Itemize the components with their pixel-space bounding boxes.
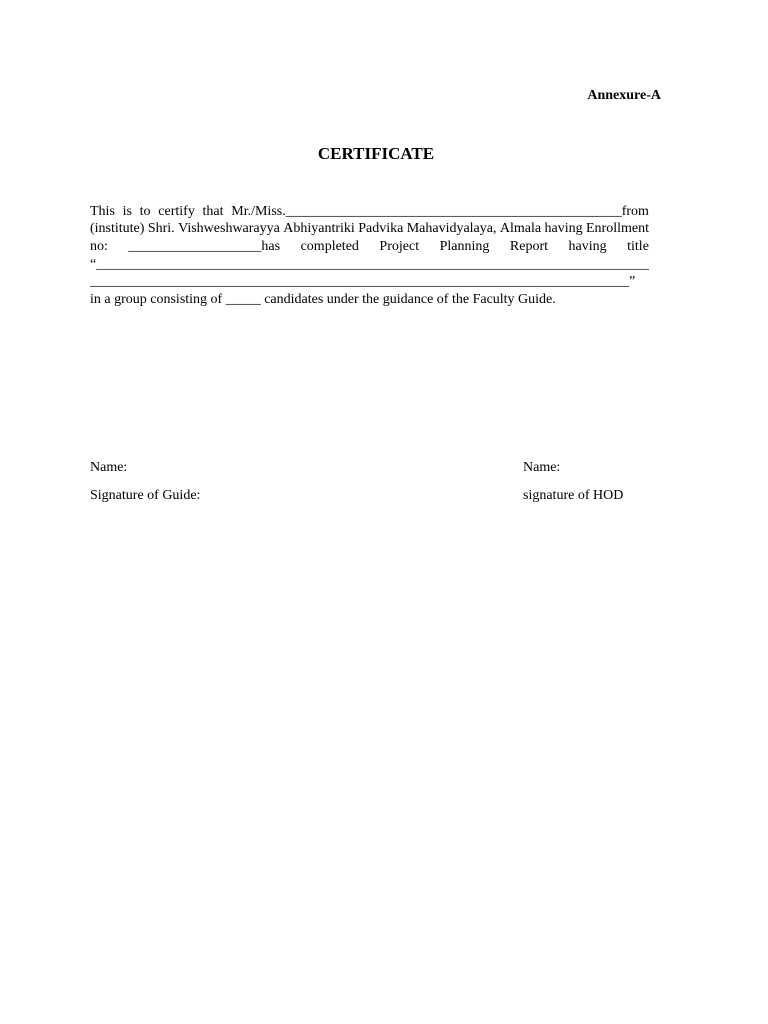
body-word: Vishweshwarayya [178,221,280,236]
body-line-2 [90,220,649,238]
body-word: no: [90,239,108,254]
guide-signature-label: Signature of Guide: [90,488,201,503]
body-word: Report [509,239,548,254]
body-word: Project [379,239,420,254]
body-word: to [139,204,151,219]
body-word: that [202,204,224,219]
group-guidance-line: in a group consisting of _____ candidates under the guidance of the Faculty Guide. [90,292,556,307]
body-word: Abhiyantriki [283,221,355,236]
body-line-1 [90,203,649,221]
body-word: completed [300,239,359,254]
annexure-label: Annexure-A [587,88,661,103]
hod-signature-label: signature of HOD [523,488,624,503]
body-line-3 [90,238,649,256]
guide-name-label: Name: [90,460,128,475]
body-word: Enrollment [585,221,649,236]
body-word: having [568,239,607,254]
body-word: Shri. [147,221,175,236]
project-title-blank-1: “_______________________________________________________________________________ [90,257,649,272]
project-title-blank-2: _____________________________________________________________________________” [90,274,636,289]
body-word: Mahavidyalaya, [406,221,497,236]
body-word: having [544,221,583,236]
hod-name-label: Name: [523,460,561,475]
body-word: certify [158,204,195,219]
body-word: This [90,204,115,219]
body-word: ___________________has [128,239,281,254]
body-word: Planning [439,239,490,254]
body-word: is [122,204,132,219]
body-word: Padvika [358,221,404,236]
body-word: title [627,239,649,254]
body-word: Almala [499,221,542,236]
body-word: Mr./Miss.________________________________________________from [231,204,649,219]
body-word: (institute) [90,221,145,236]
certificate-title: CERTIFICATE [317,144,435,163]
